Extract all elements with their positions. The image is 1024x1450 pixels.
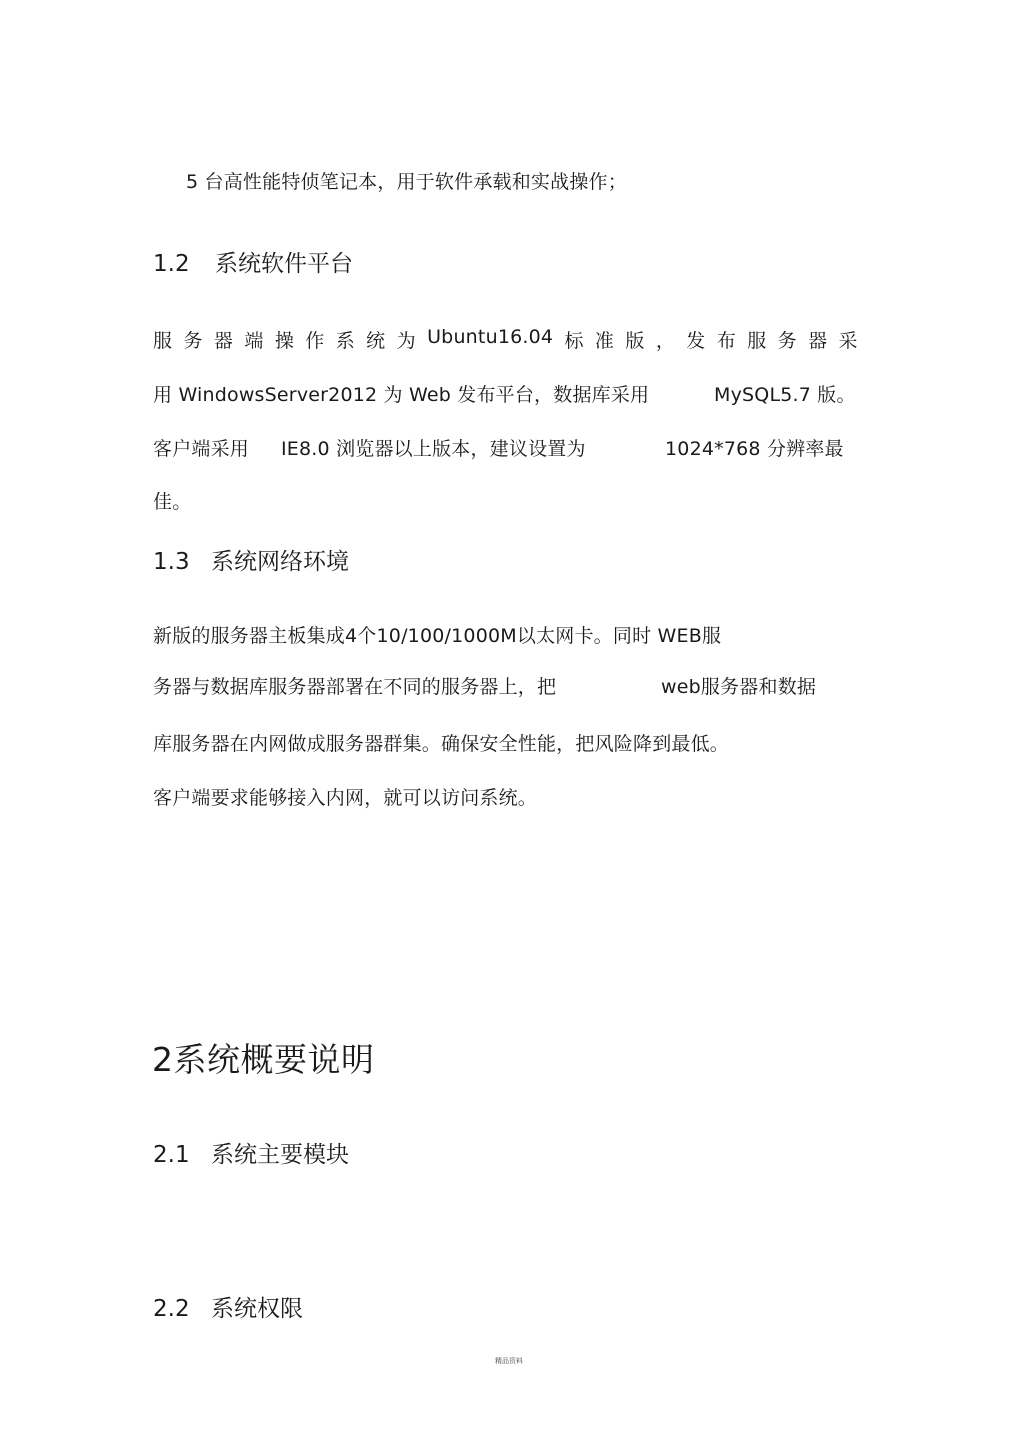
chapter-title-2: 2系统概要说明 [152, 1040, 375, 1079]
network-line-4: 客户端要求能够接入内网，就可以访问系统。 [153, 787, 538, 809]
platform-line-1-char: 准 [594, 330, 615, 352]
section-title: 系统权限 [211, 1296, 303, 1322]
platform-line-1-char: 采 [838, 330, 858, 352]
platform-line-1-char: 系 [335, 330, 355, 352]
platform-line-1-char: 标 [564, 330, 584, 352]
section-heading-1-2 [153, 245, 353, 278]
platform-line-1-char: ， [655, 330, 676, 352]
platform-line-2b: MySQL5.7 版。 [714, 384, 856, 406]
platform-line-1-char: 为 [396, 330, 416, 352]
network-line-2a: 务器与数据库服务器部署在不同的服务器上，把 [153, 676, 557, 698]
platform-line-1-char: 布 [716, 330, 736, 352]
platform-paragraph-line-1 [153, 326, 858, 353]
section-heading-1-3 [153, 543, 349, 576]
section-number: 1.2 [153, 251, 190, 277]
platform-paragraph-line-2 [153, 380, 649, 407]
platform-line-1-char: 务 [183, 330, 203, 352]
section-title: 系统主要模块 [211, 1142, 349, 1168]
platform-line-1-char: Ubuntu16.04 [427, 326, 554, 348]
platform-line-1-char: 端 [244, 330, 264, 352]
section-heading-2-1 [153, 1136, 349, 1169]
platform-line-4: 佳。 [153, 491, 192, 513]
hardware-line: 5 台高性能特侦笔记本，用于软件承载和实战操作； [186, 171, 627, 193]
platform-line-1-char: 务 [777, 330, 797, 352]
section-number: 2.2 [153, 1296, 190, 1322]
platform-line-1-char: 服 [153, 330, 173, 352]
platform-line-1-char: 服 [747, 330, 767, 352]
platform-line-1-char: 器 [808, 330, 828, 352]
network-line-3: 库服务器在内网做成服务器群集。确保安全性能，把风险降到最低。 [153, 733, 730, 755]
section-heading-2-2 [153, 1290, 303, 1323]
section-title: 系统软件平台 [215, 251, 353, 277]
platform-line-3b: IE8.0 浏览器以上版本，建议设置为 [281, 438, 586, 460]
platform-line-1-char: 器 [213, 330, 234, 352]
platform-line-1-char: 作 [305, 330, 325, 352]
page-footer: 精品资料 [495, 1357, 523, 1365]
platform-line-1-char: 发 [686, 330, 706, 352]
section-number: 2.1 [153, 1142, 190, 1168]
section-title: 系统网络环境 [211, 549, 349, 575]
platform-line-1-char: 操 [274, 330, 295, 352]
network-line-1: 新版的服务器主板集成4个10/100/1000M以太网卡。同时 WEB服 [153, 625, 722, 647]
platform-line-2a: 用 WindowsServer2012 为 Web 发布平台，数据库采用 [153, 384, 650, 406]
network-line-2b: web服务器和数据 [661, 676, 817, 698]
platform-line-1-char: 版 [625, 330, 645, 352]
platform-line-3a: 客户端采用 [153, 438, 250, 460]
platform-line-1-char: 统 [366, 330, 386, 352]
platform-line-3c: 1024*768 分辨率最 [665, 438, 844, 460]
section-number: 1.3 [153, 549, 190, 575]
